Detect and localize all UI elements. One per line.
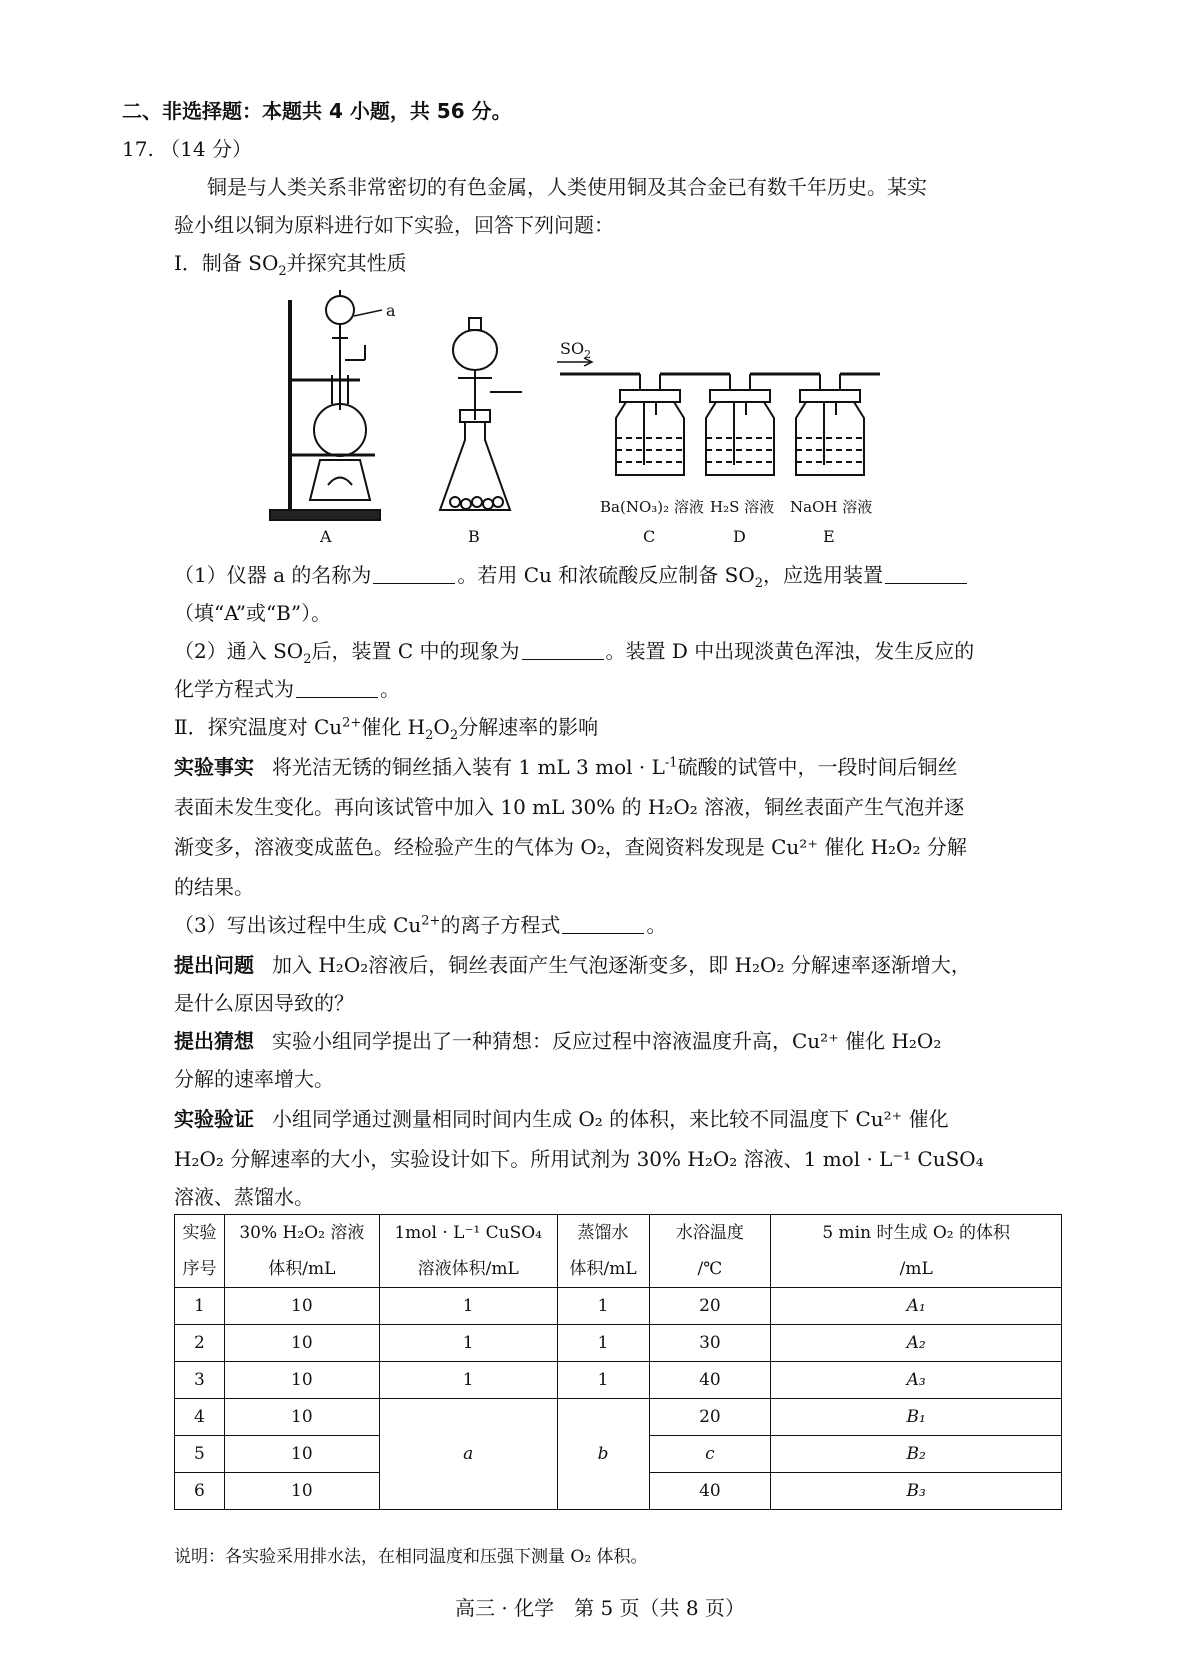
page-footer: 高三 · 化学 第 5 页（共 8 页） — [455, 1596, 745, 1620]
header-cell: 1mol · L⁻¹ CuSO₄ — [379, 1215, 557, 1252]
table-row: 6 10 40 B₃ — [175, 1473, 1062, 1510]
fact-line-4: 的结果。 — [174, 875, 254, 899]
fact-line-1: 实验事实 将光洁无锈的铜丝插入装有 1 mL 3 mol · $L^{-1}$硫酸的试管中，一段时间后铜丝 — [174, 755, 958, 779]
answer-blank[interactable] — [296, 677, 378, 698]
fact-line-3: 渐变多，溶液变成蓝色。经检验产生的气体为 O₂，查阅资料发现是 Cu²⁺ 催化 H₂O₂ 分解 — [174, 835, 967, 859]
gas-label: $SO_2$ — [560, 339, 592, 361]
table-row: 5 10 c B₂ — [175, 1436, 1062, 1473]
verify-line-1: 实验验证 小组同学通过测量相同时间内生成 O₂ 的体积，来比较不同温度下 Cu²⁺ 催化 — [174, 1107, 949, 1131]
question-2-line-1: （2）通入 $SO_2$后，装置 C 中的现象为 。装置 D 中出现淡黄色浑浊，发生反应的 — [174, 639, 975, 667]
problem-line-2: 是什么原因导致的？ — [174, 991, 354, 1015]
solution-d: H₂S 溶液 — [710, 498, 775, 516]
part1-title: Ⅰ．制备 $SO_2$并探究其性质 — [174, 251, 407, 279]
bottle-e — [796, 390, 864, 475]
header-cell: 30% H₂O₂ 溶液 — [224, 1215, 379, 1252]
part2-title: Ⅱ．探究温度对 $Cu^{2+}$催化 $H_2O_2$分解速率的影响 — [174, 715, 599, 743]
header-cell: /℃ — [649, 1251, 771, 1288]
header-cell: 水浴温度 — [649, 1215, 771, 1252]
merged-cuso4-cell: a — [379, 1399, 557, 1510]
question-score: （14 分） — [160, 137, 252, 161]
answer-blank[interactable] — [885, 563, 967, 584]
question-2-line-2: 化学方程式为 。 — [174, 677, 400, 701]
apparatus-diagram — [260, 280, 900, 550]
table-row: 2 10 1 1 30 A₂ — [175, 1325, 1062, 1362]
header-cell: /mL — [771, 1251, 1062, 1288]
label-D: D — [733, 527, 746, 546]
question-17-header — [122, 134, 252, 164]
question-3: （3）写出该过程中生成 $Cu^{2+}$的离子方程式 。 — [174, 913, 667, 937]
table-row: 3 10 1 1 40 A₃ — [175, 1362, 1062, 1399]
fact-label: 实验事实 — [174, 755, 254, 779]
pointer-a — [354, 310, 382, 316]
answer-blank[interactable] — [562, 913, 644, 934]
label-E: E — [823, 527, 835, 546]
header-cell: 溶液体积/mL — [379, 1251, 557, 1288]
bottle-c — [616, 390, 684, 475]
verify-label: 实验验证 — [174, 1107, 254, 1131]
question-1-line-2: （填“A”或“B”）。 — [174, 601, 332, 625]
answer-blank[interactable] — [522, 639, 604, 660]
problem-line-1: 提出问题 加入 H₂O₂溶液后，铜丝表面产生气泡逐渐变多，即 H₂O₂ 分解速率逐渐增大， — [174, 953, 971, 977]
intro-line-2: 验小组以铜为原料进行如下实验，回答下列问题： — [174, 213, 614, 237]
section-heading: 二、非选择题：本题共 4 小题，共 56 分。 — [122, 99, 512, 123]
experiment-table — [174, 1214, 1062, 1510]
hypothesis-label: 提出猜想 — [174, 1029, 254, 1053]
table-row: 4 10 a b 20 B₁ — [175, 1399, 1062, 1436]
apparatus-a — [270, 290, 380, 520]
header-cell: 序号 — [175, 1251, 225, 1288]
label-C: C — [643, 527, 656, 546]
table-row: 1 10 1 1 20 A₁ — [175, 1288, 1062, 1325]
solution-e: NaOH 溶液 — [790, 498, 873, 516]
header-cell: 体积/mL — [557, 1251, 649, 1288]
intro-line-1: 铜是与人类关系非常密切的有色金属，人类使用铜及其合金已有数千年历史。某实 — [207, 175, 927, 199]
label-a: a — [386, 301, 396, 320]
answer-blank[interactable] — [373, 563, 455, 584]
problem-label: 提出问题 — [174, 953, 254, 977]
header-cell: 实验 — [175, 1215, 225, 1252]
header-cell: 体积/mL — [224, 1251, 379, 1288]
solution-c: Ba(NO₃)₂ 溶液 — [600, 498, 704, 516]
header-cell: 5 min 时生成 O₂ 的体积 — [771, 1215, 1062, 1252]
question-number: 17. — [122, 137, 154, 161]
merged-water-cell: b — [557, 1399, 649, 1510]
verify-line-2: H₂O₂ 分解速率的大小，实验设计如下。所用试剂为 30% H₂O₂ 溶液、1 mol · L⁻¹ CuSO₄ — [174, 1147, 984, 1171]
bottle-d — [706, 390, 774, 475]
verify-line-3: 溶液、蒸馏水。 — [174, 1185, 314, 1209]
table-note: 说明：各实验采用排水法，在相同温度和压强下测量 O₂ 体积。 — [174, 1547, 648, 1567]
header-cell: 蒸馏水 — [557, 1215, 649, 1252]
apparatus-b — [440, 318, 522, 510]
table-header-row-top — [175, 1215, 1062, 1252]
hypothesis-line-1: 提出猜想 实验小组同学提出了一种猜想：反应过程中溶液温度升高，Cu²⁺ 催化 H₂O₂ — [174, 1029, 942, 1053]
table-header-row-bottom — [175, 1251, 1062, 1288]
question-1-line-1: （1）仪器 a 的名称为 。若用 Cu 和浓硫酸反应制备 $SO_2$，应选用装置 — [174, 560, 969, 590]
label-B: B — [468, 527, 480, 546]
fact-line-2: 表面未发生变化。再向该试管中加入 10 mL 30% 的 H₂O₂ 溶液，铜丝表面产生气泡并逐 — [174, 795, 965, 819]
hypothesis-line-2: 分解的速率增大。 — [174, 1067, 334, 1091]
label-A: A — [320, 527, 332, 546]
